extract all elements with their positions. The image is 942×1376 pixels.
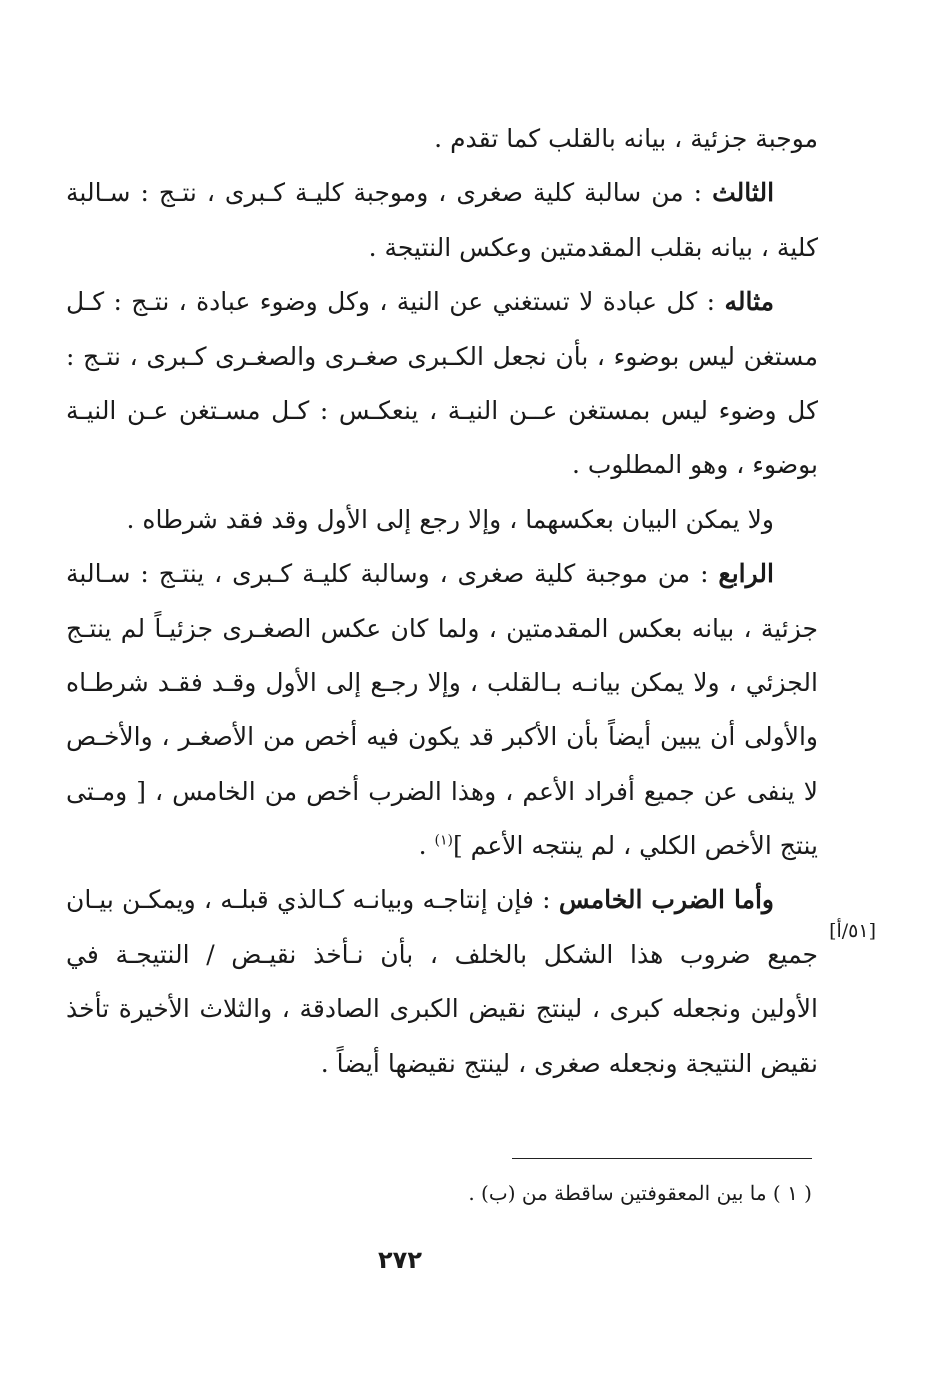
text-line-12: والأولى أن يبين أيضاً بأن الأكبر قد يكون فيه أخص من الأصغـر ، والأخـص — [66, 722, 818, 752]
text-line-14 — [66, 819, 818, 873]
heading-fifth-mood: وأما الضرب الخامس — [558, 885, 775, 915]
heading-third: الثالث — [712, 178, 775, 208]
text-line-14-end: . — [418, 831, 435, 861]
footnote: ( ١ ) ما بين المعقوفتين ساقطة من (ب) . — [468, 1181, 812, 1205]
text-line-6: كل وضوء ليس بمستغن عــن النيـة ، ينعكـس : كـل مسـتغن عـن النيـة — [66, 395, 818, 425]
text-line-5: مستغن ليس بوضوء ، بأن نجعل الكـبرى صغـرى والصغـرى كـبرى ، نتـج : — [66, 341, 818, 371]
text-line-16: جميع ضروب هذا الشكل بالخلف ، بأن نـأخذ نقيـض / النتيجـة في — [66, 939, 818, 969]
paragraph-example-line-1 — [66, 275, 818, 329]
page-number: ٢٧٢ — [378, 1246, 422, 1274]
main-text — [66, 112, 818, 1091]
paragraph-fourth-line-1 — [66, 547, 818, 601]
heading-fourth: الرابع — [718, 559, 774, 589]
paragraph-fifth-line-1 — [66, 873, 818, 927]
text-line-13: لا ينفى عن جميع أفراد الأعم ، وهذا الضرب أخص من الخامس ، [ ومـتى — [66, 776, 818, 806]
text-line-4: : كل عبادة لا تستغني عن النية ، وكل وضوء عبادة ، نتـج : كـل — [66, 287, 716, 317]
text-line-8: ولا يمكن البيان بعكسهما ، وإلا رجع إلى الأول وقد فقد شرطاه . — [126, 504, 774, 534]
heading-example: مثاله — [724, 287, 775, 317]
text-line-17: الأولين ونجعله كبرى ، لينتج نقيض الكبرى الصادقة ، والثلاث الأخيرة تأخذ — [66, 994, 818, 1024]
text-line-2: : من سالبة كلية صغرى ، وموجبة كليـة كـبرى ، نتـج : سـالبة — [66, 178, 703, 208]
text-line-18: نقيض النتيجة ونجعله صغرى ، لينتج نقيضها أيضاً . — [320, 1048, 818, 1078]
text-line-10: جزئية ، بيانه بعكس المقدمتين ، ولما كان عكس الصغـرى جزئيـاً لم ينتـج — [66, 613, 818, 643]
text-line-9: : من موجبة كلية صغرى ، وسالبة كليـة كـبرى ، ينتـج : سـالبة — [66, 559, 709, 589]
text-line-7: بوضوء ، وهو المطلوب . — [572, 450, 818, 480]
manuscript-folio-marker: [٥١/أ] — [829, 920, 876, 942]
text-line-11: الجزئي ، ولا يمكن بيانـه بـالقلب ، وإلا رجـع إلى الأول وقـد فقـد شرطـاه — [66, 667, 818, 697]
text-line-3: كلية ، بيانه بقلب المقدمتين وعكس النتيجة . — [368, 232, 818, 262]
footnote-marker: (١) — [434, 832, 453, 849]
footnote-divider — [512, 1158, 812, 1159]
text-line-15: : فإن إنتاجـه وبيانـه كـالذي قبلـه ، ويمكـن بيـان — [66, 885, 551, 915]
text-line-1: موجبة جزئية ، بيانه بالقلب كما تقدم . — [434, 124, 818, 153]
paragraph-third-line-1 — [66, 166, 818, 220]
text-line-14-body: ينتج الأخص الكلي ، لم ينتجه الأعم ] — [452, 831, 818, 861]
